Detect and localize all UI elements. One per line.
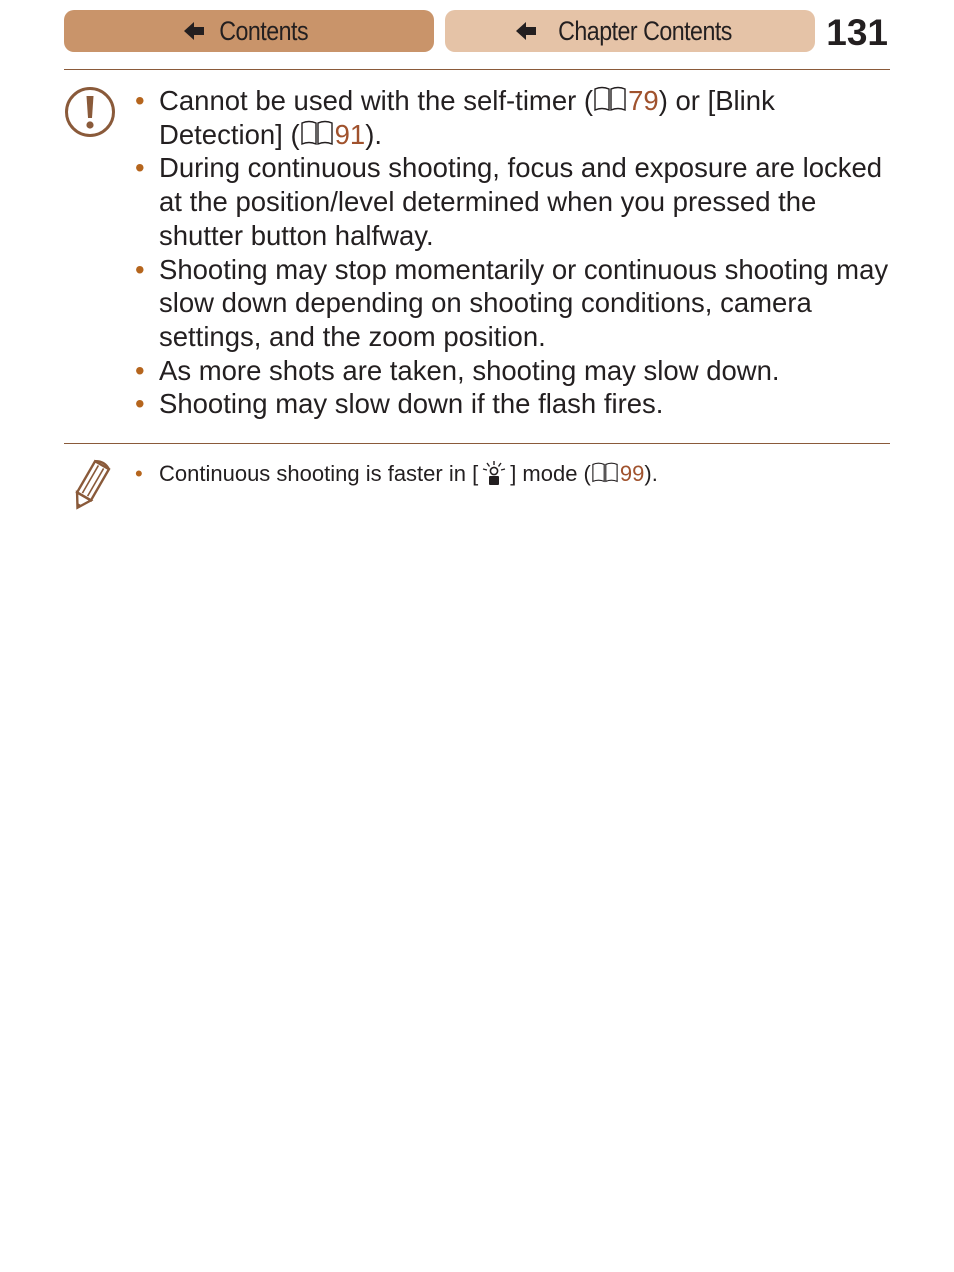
book-icon xyxy=(591,462,619,483)
bullet: • xyxy=(135,354,145,386)
list-item: • Continuous shooting is faster in [ ] mode ( 99). xyxy=(135,459,895,489)
bullet: • xyxy=(135,388,145,420)
chapter-contents-tab-label: Chapter Contents xyxy=(558,15,732,46)
page-reference-link[interactable]: 99 xyxy=(591,461,644,486)
bullet: • xyxy=(135,461,143,486)
chapter-contents-tab[interactable] xyxy=(445,10,815,52)
caution-list xyxy=(135,84,895,421)
book-icon xyxy=(300,120,334,146)
list-item: • During continuous shooting, focus and exposure are locked at the position/level determined when you pressed the shutter button halfway. xyxy=(135,152,883,251)
page-number: 131 xyxy=(826,12,888,53)
bullet: • xyxy=(135,85,145,116)
contents-tab[interactable] xyxy=(64,10,434,52)
page-reference-link[interactable]: 79 xyxy=(593,85,659,116)
contents-tab-label: Contents xyxy=(219,15,309,46)
exclamation-circle-icon xyxy=(64,86,116,143)
list-item: • Cannot be used with the self-timer ( 79) or [Blink Detection] ( 91). xyxy=(135,85,775,150)
arrow-left-icon xyxy=(514,19,538,43)
arrow-left-icon xyxy=(182,19,206,43)
bullet: • xyxy=(135,253,145,285)
tip-list xyxy=(135,459,895,489)
divider xyxy=(64,69,890,70)
book-icon xyxy=(593,86,627,112)
high-speed-burst-icon xyxy=(479,460,509,486)
list-item: • Shooting may stop momentarily or continuous shooting may slow down depending on shooting conditions, camera settings, and the zoom position. xyxy=(135,253,889,352)
page-reference-link[interactable]: 91 xyxy=(300,119,366,150)
divider xyxy=(64,443,890,444)
list-item: • Shooting may slow down if the flash fires. xyxy=(135,388,664,420)
list-item: • As more shots are taken, shooting may slow down. xyxy=(135,354,780,386)
pencil-icon xyxy=(66,458,114,519)
bullet: • xyxy=(135,152,145,184)
